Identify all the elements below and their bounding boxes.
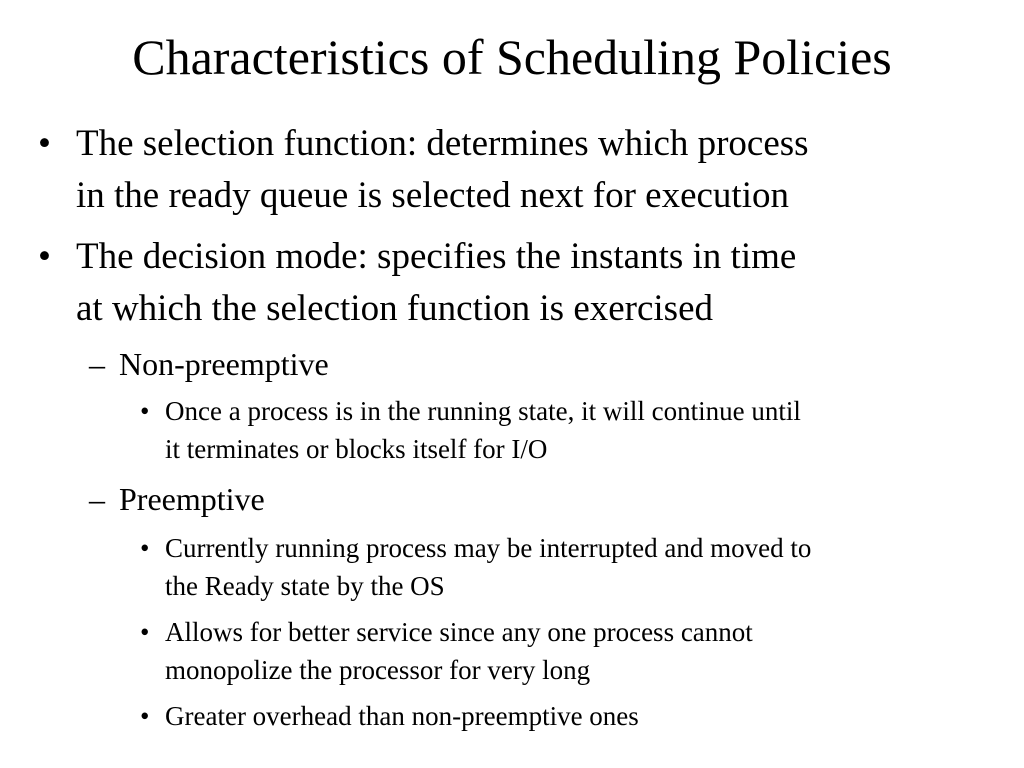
bullet-2-line-2: at which the selection function is exercised: [76, 288, 714, 329]
non-preemptive-detail-line-2: it terminates or blocks itself for I/O: [165, 434, 548, 464]
preemptive-detail-2-line-2: monopolize the processor for very long: [165, 655, 591, 685]
bullet-marker: •: [140, 617, 150, 647]
preemptive-detail-2-line-1: Allows for better service since any one process cannot: [165, 617, 753, 647]
dash-marker: –: [89, 481, 105, 517]
non-preemptive-detail-line-1: Once a process is in the running state, it will continue until: [165, 396, 801, 426]
bullet-2-line-1: The decision mode: specifies the instants in time: [76, 236, 797, 277]
preemptive-detail-1-line-2: the Ready state by the OS: [165, 571, 445, 601]
bullet-marker: •: [38, 236, 51, 277]
bullet-marker: •: [140, 396, 150, 426]
subitem-non-preemptive: Non-preemptive: [119, 346, 329, 382]
subitem-preemptive: Preemptive: [119, 481, 265, 517]
preemptive-detail-1-line-1: Currently running process may be interrupted and moved to: [165, 533, 812, 563]
bullet-1-line-2: in the ready queue is selected next for execution: [76, 175, 789, 216]
preemptive-detail-3-line-1: Greater overhead than non-preemptive ones: [165, 701, 639, 731]
dash-marker: –: [89, 346, 105, 382]
bullet-marker: •: [38, 123, 51, 164]
bullet-marker: •: [140, 533, 150, 563]
bullet-1-line-1: The selection function: determines which process: [76, 123, 809, 164]
bullet-marker: •: [140, 701, 150, 731]
slide-title: Characteristics of Scheduling Policies: [132, 29, 892, 85]
